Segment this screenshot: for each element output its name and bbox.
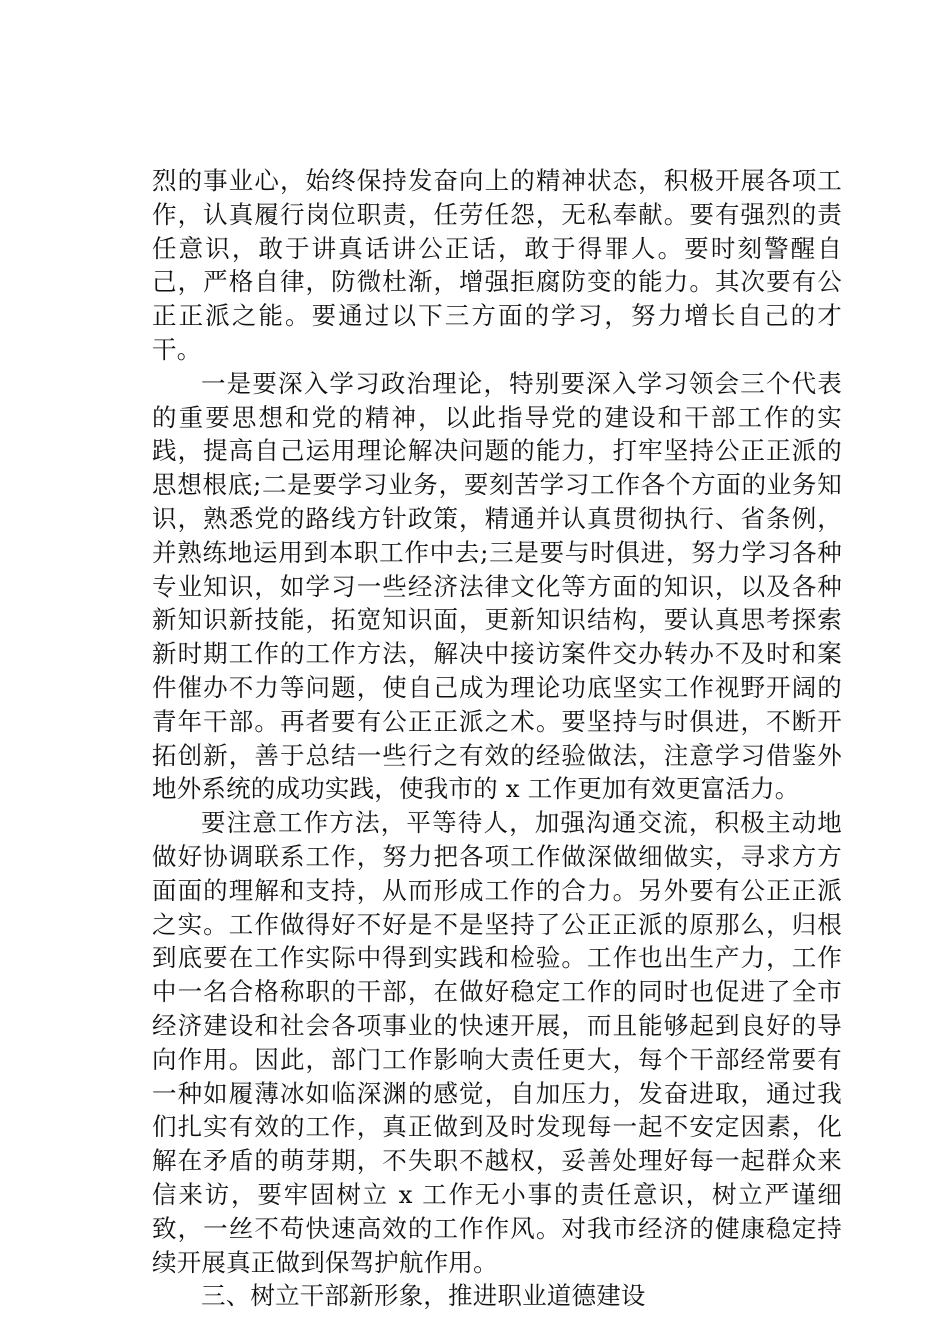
paragraph-continuation: 烈的事业心，始终保持发奋向上的精神状态，积极开展各项工作，认真履行岗位职责，任劳任怨，无私奉献。要有强烈的责任意识，敢于讲真话讲公正话，敢于得罪人。要时刻警醒自己，严格自律，防微杜渐，增强拒腐防变的能力。其次要有公正正派之能。要通过以下三方面的学习，努力增长自己的才干。 [152,166,842,364]
paragraph-work-methods: 要注意工作方法，平等待人，加强沟通交流，积极主动地做好协调联系工作，努力把各项工作做深做细做实，寻求方方面面的理解和支持，从而形成工作的合力。另外要有公正正派之实。工作做得好不好是不是坚持了公正正派的原那么，归根到底要在工作实际中得到实践和检验。工作也出生产力，工作中一名合格称职的干部，在做好稳定工作的同时也促进了全市经济建设和社会各项事业的快速开展，而且能够起到良好的导向作用。因此，部门工作影响大责任更大，每个干部经常要有一种如履薄冰如临深渊的感觉，自加压力，发奋进取，通过我们扎实有效的工作，真正做到及时发现每一起不安定因素，化解在矛盾的萌芽期，不失职不越权，妥善处理好每一起群众来信来访，要牢固树立 x 工作无小事的责任意识，树立严谨细致，一丝不苟快速高效的工作作风。对我市经济的健康稳定持续开展真正做到保驾护航作用。 [152,808,842,1277]
document-body [152,164,842,1313]
section-heading: 三、树立干部新形象，推进职业道德建设 [201,1281,646,1311]
paragraph-study-methods: 一是要深入学习政治理论，特别要深入学习领会三个代表的重要思想和党的精神，以此指导党的建设和干部工作的实践，提高自己运用理论解决问题的能力，打牢坚持公正正派的思想根底;二是要学习业务，要刻苦学习工作各个方面的业务知识，熟悉党的路线方针政策，精通并认真贯彻执行、省条例，并熟练地运用到本职工作中去;三是要与时俱进，努力学习各种专业知识，如学习一些经济法律文化等方面的知识，以及各种新知识新技能，拓宽知识面，更新知识结构，要认真思考探索新时期工作的工作方法，解决中接访案件交办转办不及时和案件催办不力等问题，使自己成为理论功底坚实工作视野开阔的青年干部。再者要有公正正派之术。要坚持与时俱进，不断开拓创新，善于总结一些行之有效的经验做法，注意学习借鉴外地外系统的成功实践，使我市的 x 工作更加有效更富活力。 [152,368,842,804]
